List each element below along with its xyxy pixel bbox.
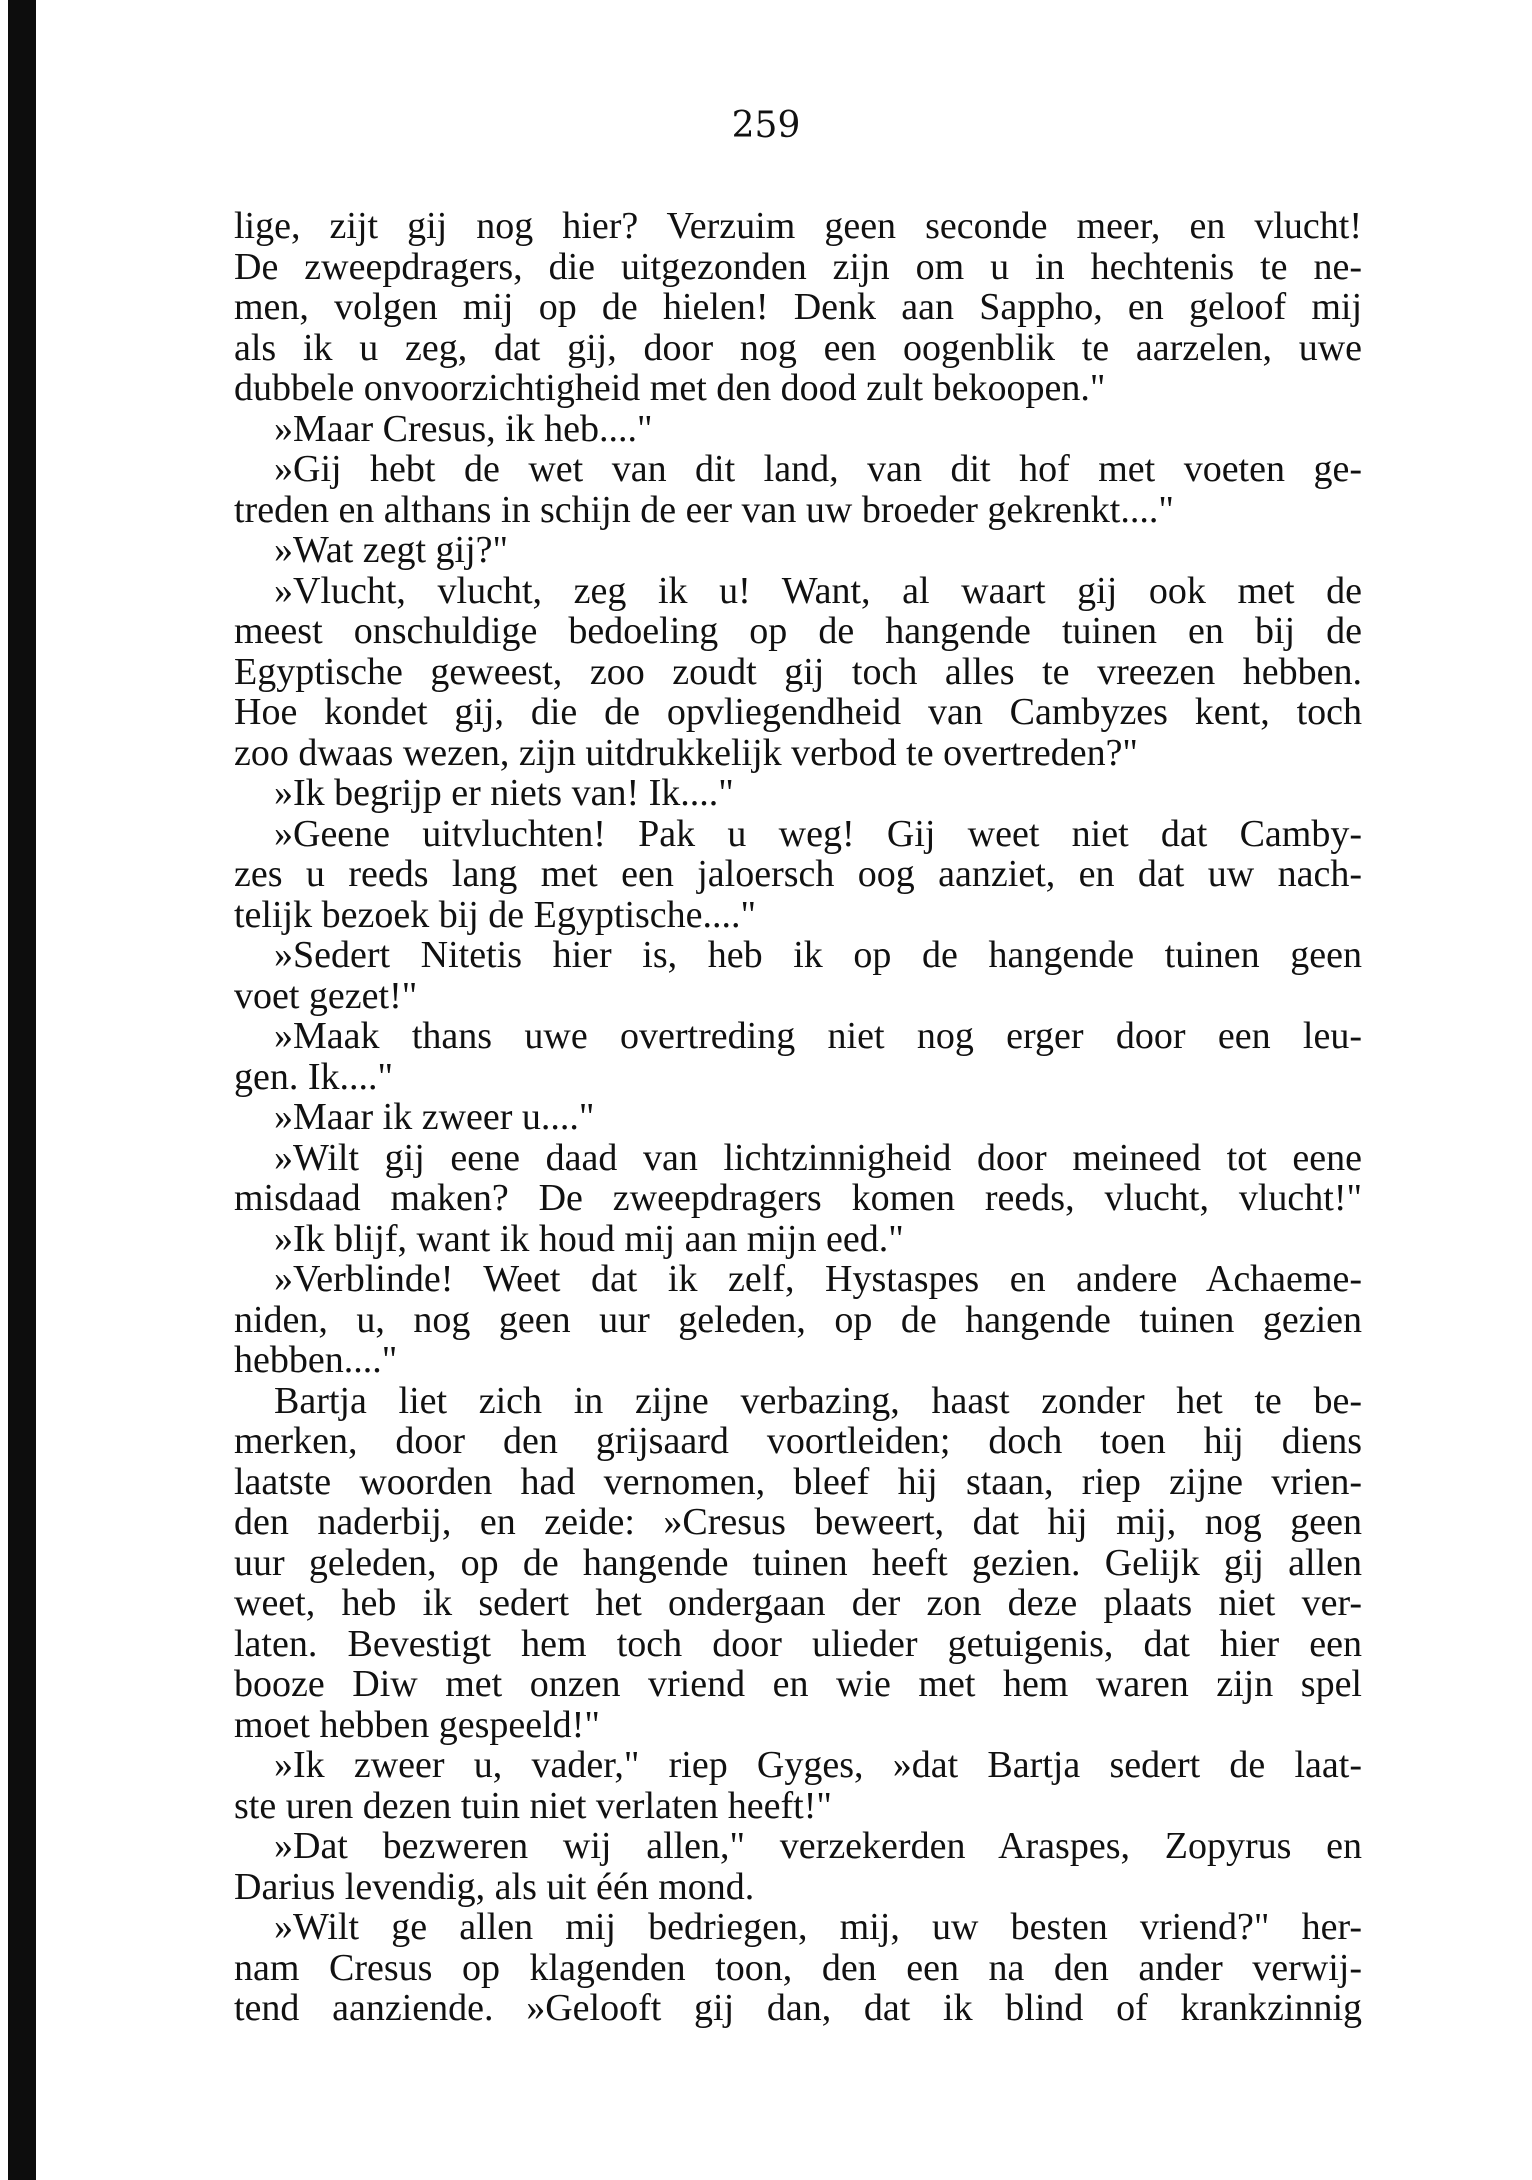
text-line: meest onschuldige bedoeling op de hangende tuinen en bij de	[234, 611, 1362, 652]
text-line: ste uren dezen tuin niet verlaten heeft!"	[234, 1785, 832, 1826]
text-line: »Wilt ge allen mij bedriegen, mij, uw besten vriend?" her-	[274, 1907, 1362, 1948]
text-line: laatste woorden had vernomen, bleef hij staan, riep zijne vrien-	[234, 1461, 1362, 1502]
text-line: laten. Bevestigt hem toch door ulieder getuigenis, dat hier een	[234, 1623, 1362, 1664]
text-line: »Maar Cresus, ik heb...."	[274, 408, 653, 449]
text-line: »Dat bezweren wij allen," verzekerden Araspes, Zopyrus en	[274, 1826, 1362, 1867]
text-line: »Vlucht, vlucht, zeg ik u! Want, al waart gij ook met de	[274, 570, 1362, 611]
text-line: lige, zijt gij nog hier? Verzuim geen seconde meer, en vlucht!	[234, 206, 1362, 247]
text-line: uur geleden, op de hangende tuinen heeft gezien. Gelijk gij allen	[234, 1542, 1362, 1583]
text-line: merken, door den grijsaard voortleiden; doch toen hij diens	[234, 1421, 1362, 1462]
text-line: dubbele onvoorzichtigheid met den dood zult bekoopen."	[234, 368, 1106, 409]
text-line: weet, heb ik sedert het ondergaan der zon deze plaats niet ver-	[234, 1583, 1362, 1624]
text-line: zes u reeds lang met een jaloersch oog aanziet, en dat uw nach-	[234, 854, 1362, 895]
page-body-text	[234, 206, 1362, 2029]
text-line: »Wat zegt gij?"	[274, 530, 509, 571]
text-line: booze Diw met onzen vriend en wie met hem waren zijn spel	[234, 1664, 1362, 1705]
text-line: »Ik blijf, want ik houd mij aan mijn eed."	[274, 1218, 904, 1259]
text-line: voet gezet!"	[234, 975, 418, 1016]
text-line: misdaad maken? De zweepdragers komen reeds, vlucht, vlucht!"	[234, 1178, 1362, 1219]
page-number: 259	[731, 105, 801, 146]
text-line: »Maak thans uwe overtreding niet nog erger door een leu-	[274, 1016, 1362, 1057]
text-line: hebben...."	[234, 1340, 398, 1381]
text-line: treden en althans in schijn de eer van uw broeder gekrenkt...."	[234, 489, 1174, 530]
text-line: Egyptische geweest, zoo zoudt gij toch alles te vreezen hebben.	[234, 651, 1362, 692]
text-line: tend aanziende. »Gelooft gij dan, dat ik blind of krankzinnig	[234, 1988, 1362, 2029]
text-line: »Maar ik zweer u...."	[274, 1097, 595, 1138]
text-line: »Wilt gij eene daad van lichtzinnigheid door meineed tot eene	[274, 1137, 1362, 1178]
book-binding-edge	[8, 0, 36, 2180]
text-line: men, volgen mij op de hielen! Denk aan Sappho, en geloof mij	[234, 287, 1362, 328]
text-line: »Geene uitvluchten! Pak u weg! Gij weet niet dat Camby-	[274, 813, 1362, 854]
text-line: den naderbij, en zeide: »Cresus beweert, dat hij mij, nog geen	[234, 1502, 1362, 1543]
text-line: niden, u, nog geen uur geleden, op de hangende tuinen gezien	[234, 1299, 1362, 1340]
text-line: De zweepdragers, die uitgezonden zijn om u in hechtenis te ne-	[234, 246, 1362, 287]
text-line: Bartja liet zich in zijne verbazing, haast zonder het te be-	[274, 1380, 1362, 1421]
text-line: »Sedert Nitetis hier is, heb ik op de hangende tuinen geen	[274, 935, 1362, 976]
text-line: als ik u zeg, dat gij, door nog een oogenblik te aarzelen, uwe	[234, 327, 1362, 368]
text-line: moet hebben gespeeld!"	[234, 1704, 600, 1745]
text-line: »Verblinde! Weet dat ik zelf, Hystaspes en andere Achaeme-	[274, 1259, 1362, 1300]
text-line: zoo dwaas wezen, zijn uitdrukkelijk verbod te overtreden?"	[234, 732, 1138, 773]
text-line: Hoe kondet gij, die de opvliegendheid van Cambyzes kent, toch	[234, 692, 1362, 733]
text-line: nam Cresus op klagenden toon, den een na den ander verwij-	[234, 1947, 1362, 1988]
text-line: »Ik begrijp er niets van! Ik...."	[274, 773, 734, 814]
text-line: »Gij hebt de wet van dit land, van dit hof met voeten ge-	[274, 449, 1362, 490]
text-line: Darius levendig, als uit één mond.	[234, 1866, 755, 1907]
text-line: »Ik zweer u, vader," riep Gyges, »dat Bartja sedert de laat-	[274, 1745, 1362, 1786]
text-line: telijk bezoek bij de Egyptische...."	[234, 894, 757, 935]
text-line: gen. Ik...."	[234, 1056, 394, 1097]
